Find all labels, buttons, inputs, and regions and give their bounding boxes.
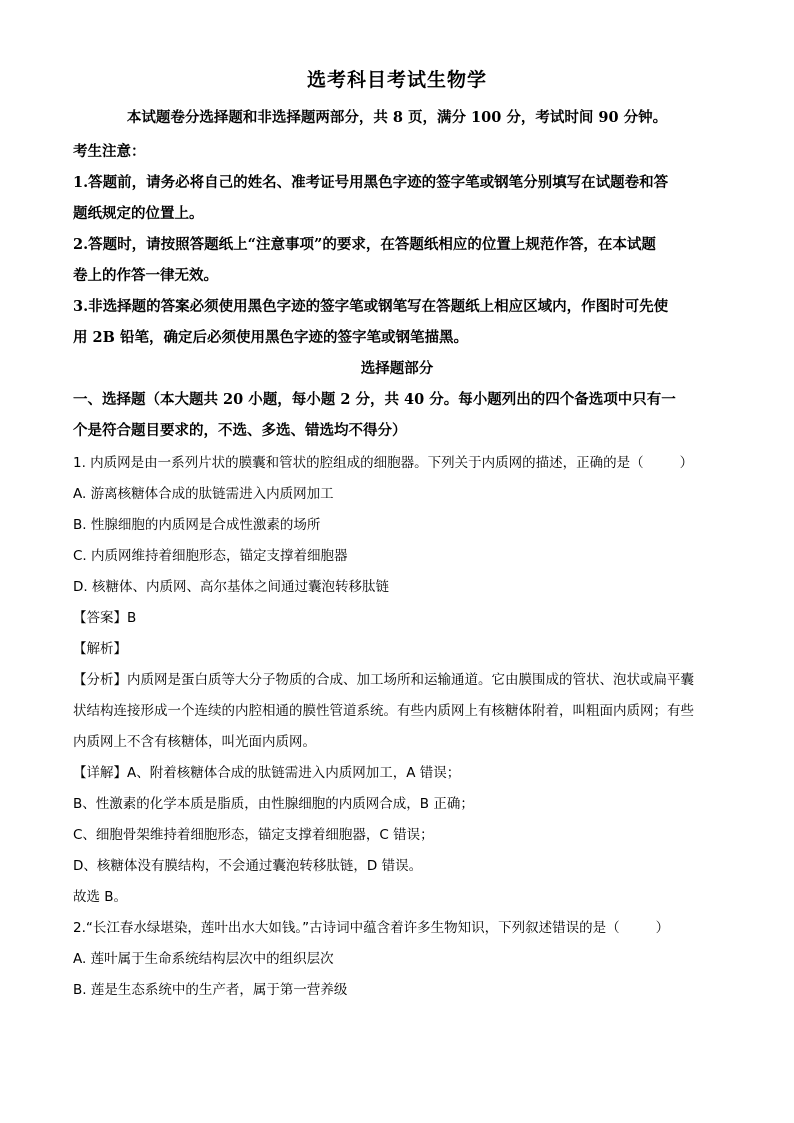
- notice-line: 3.非选择题的答案必须使用黑色字迹的签字笔或钢笔写在答题纸上相应区域内，作图时可先使: [73, 298, 669, 315]
- detail-line: D、核糖体没有膜结构，不会通过囊泡转移肽链，D 错误。: [73, 858, 423, 874]
- detail-line: C、细胞骨架维持着细胞形态，锚定支撑着细胞器，C 错误；: [73, 827, 434, 843]
- notice-line: 2.答题时，请按照答题纸上“注意事项”的要求，在答题纸相应的位置上规范作答，在本试题: [73, 236, 656, 253]
- analysis-line: 内质网上不含有核糖体，叫光面内质网。: [73, 734, 316, 750]
- analysis-line: 【分析】内质网是蛋白质等大分子物质的合成、加工场所和运输通道。它由膜围成的管状、泡状或扁平囊: [73, 672, 694, 688]
- question-1-option: C. 内质网维持着细胞形态，锚定支撑着细胞器: [73, 548, 348, 564]
- part-heading: 一、选择题（本大题共 20 小题，每小题 2 分，共 40 分。每小题列出的四个备选项中只有一: [73, 391, 676, 408]
- question-1-stem: 1. 内质网是由一系列片状的膜囊和管状的腔组成的细胞器。下列关于内质网的描述，正确的是（ ）: [73, 455, 694, 471]
- notice-line: 卷上的作答一律无效。: [73, 267, 218, 284]
- page-title: 选考科目考试生物学: [306, 69, 487, 91]
- notice-line: 用 2B 铅笔，确定后必须使用黑色字迹的签字笔或钢笔描黑。: [73, 329, 468, 346]
- notice-line: 1.答题前，请务必将自己的姓名、准考证号用黑色字迹的签字笔或钢笔分别填写在试题卷和答: [73, 174, 669, 191]
- question-2-option: A. 莲叶属于生命系统结构层次中的组织层次: [73, 951, 334, 967]
- analysis-line: 状结构连接形成一个连续的内腔相通的膜性管道系统。有些内质网上有核糖体附着，叫粗面内质网；有些: [73, 703, 694, 719]
- section-title: 选择题部分: [360, 360, 434, 377]
- detail-line: 故选 B。: [73, 889, 128, 905]
- question-1-option: A. 游离核糖体合成的肽链需进入内质网加工: [73, 486, 334, 502]
- question-1-answer: 【答案】B: [73, 610, 137, 626]
- analysis-label: 【解析】: [73, 641, 127, 657]
- question-2-option: B. 莲是生态系统中的生产者，属于第一营养级: [73, 982, 348, 998]
- notice-heading: 考生注意：: [73, 143, 146, 160]
- part-heading: 个是符合题目要求的，不选、多选、错选均不得分）: [73, 422, 407, 439]
- exam-intro: 本试题卷分选择题和非选择题两部分，共 8 页，满分 100 分，考试时间 90 分钟。: [126, 109, 668, 126]
- detail-line: B、性激素的化学本质是脂质，由性腺细胞的内质网合成，B 正确；: [73, 796, 474, 812]
- detail-line: 【详解】A、附着核糖体合成的肽链需进入内质网加工，A 错误；: [73, 765, 461, 781]
- question-1-option: B. 性腺细胞的内质网是合成性激素的场所: [73, 517, 321, 533]
- notice-line: 题纸规定的位置上。: [73, 205, 204, 222]
- question-2-stem: 2.“长江春水绿堪染，莲叶出水大如钱。”古诗词中蕴含着许多生物知识，下列叙述错误的是（ ）: [73, 920, 670, 936]
- question-1-option: D. 核糖体、内质网、高尔基体之间通过囊泡转移肽链: [73, 579, 389, 595]
